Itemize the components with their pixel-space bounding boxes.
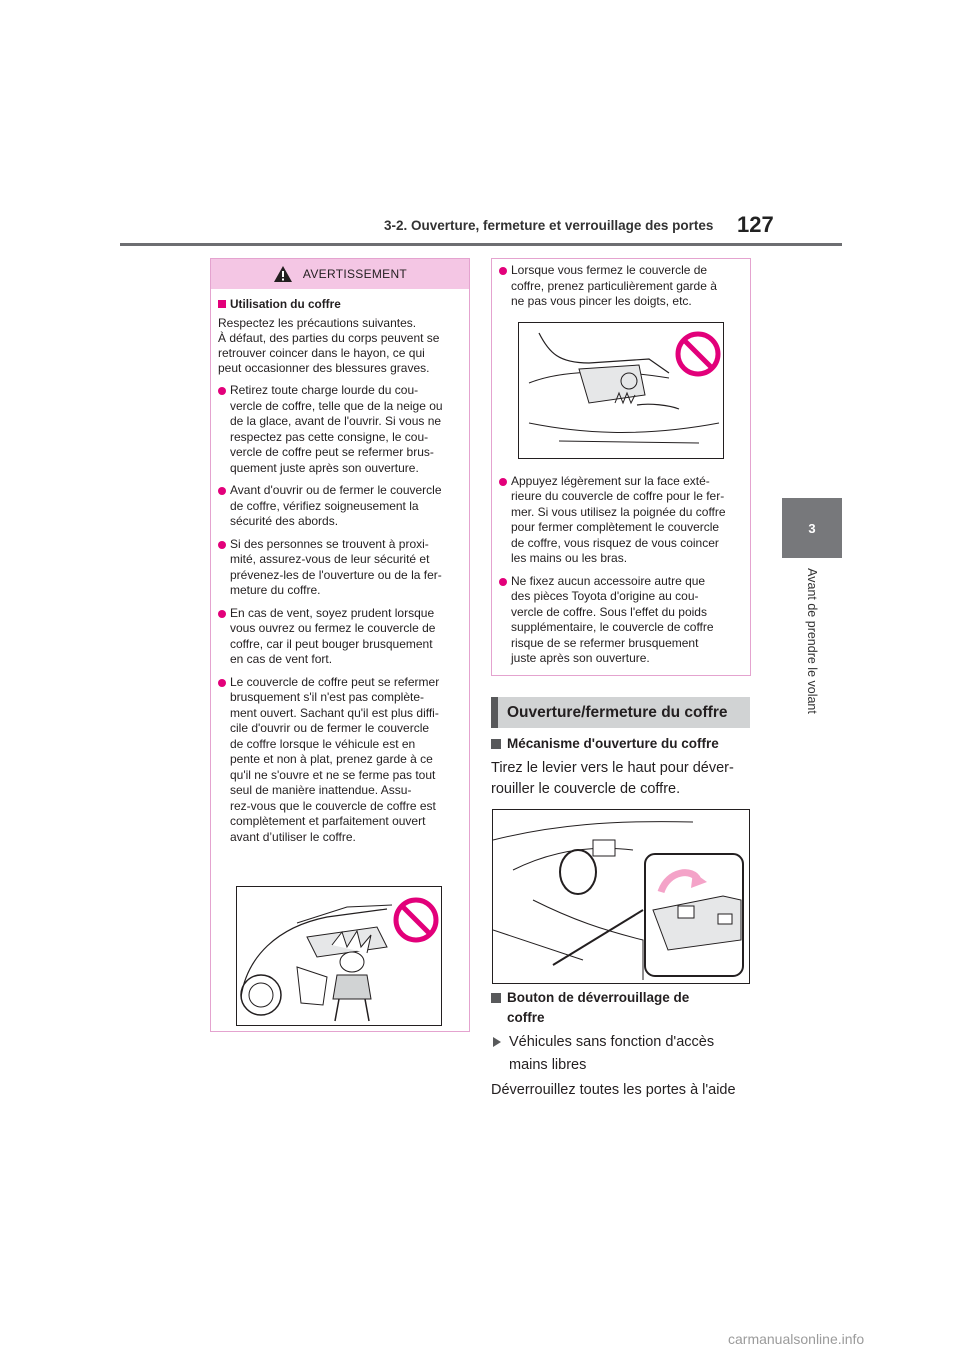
button-heading — [491, 988, 689, 1028]
button-heading-text: Bouton de déverrouillage de coffre — [507, 990, 690, 1025]
closing-text: Déverrouillez toutes les portes à l'aide — [491, 1082, 736, 1098]
warning-bullet-text: Avant d'ouvrir ou de fermer le couvercle de coffre, vérifiez soigneusement la sécurité des abords. — [230, 483, 442, 528]
warning-bullet — [218, 675, 461, 846]
dashboard-lever-drawing — [493, 810, 749, 983]
header-divider — [120, 243, 842, 246]
warning-bullet — [218, 537, 461, 599]
bullet-dot-icon — [218, 610, 226, 618]
arrow-list-item — [493, 1031, 714, 1077]
warning-bullet-text: Si des personnes se trouvent à proxi- mité, assurez-vous de leur sécurité et prévenez-les de l'ouverture ou de la fer- meture du coffre. — [230, 536, 442, 597]
bullet-dot-icon — [218, 679, 226, 687]
bullet-dot-icon — [499, 478, 507, 486]
chapter-number: 3 — [808, 520, 816, 536]
warning-bullet — [499, 263, 742, 310]
bullet-dot-icon — [218, 541, 226, 549]
warning-heading-text: Utilisation du coffre — [230, 297, 341, 311]
warning-box-continued — [491, 258, 751, 676]
prohibited-icon — [674, 330, 722, 378]
section-title: 3-2. Ouverture, fermeture et verrouillage des portes — [384, 218, 714, 233]
trunk-lever-illustration — [492, 809, 750, 984]
arrow-item-text: Véhicules sans fonction d'accès mains libres — [509, 1034, 715, 1073]
warning-bullet-text: Le couvercle de coffre peut se refermer brusquement s'il n'est pas complète- ment ouvert. Sachant qu'il est plus diffi- cile d'ouvrir ou de fermer le couvercle de coffre lorsque le véhicule est en pente et non à plat, prenez garde à ce qu'il ne s'ouvre et ne se ferme pas tout seul de manière inattendue. Assu- rez-vous que le couvercle de coffre est complètement et parfaitement ouvert avant d’utiliser le coffre. — [230, 674, 440, 844]
chapter-tab — [782, 498, 842, 558]
opening-heading — [491, 734, 719, 754]
warning-bullet — [499, 474, 742, 567]
section-heading: Ouverture/fermeture du coffre — [491, 697, 750, 728]
arrow-bullet-icon — [493, 1037, 501, 1047]
prohibited-icon — [392, 896, 440, 944]
warning-heading — [218, 297, 461, 312]
warning-bullet — [218, 383, 461, 476]
warning-bullet-text: Ne fixez aucun accessoire autre que des pièces Toyota d'origine au cou- vercle de coffre. Sous l'effet du poids supplémentaire, le couvercle de coffre risque de se refermer brusquement juste après son ouverture. — [511, 573, 714, 665]
warning-bullet-text: Appuyez légèrement sur la face exté- rieure du couvercle de coffre pour le fer- mer. Si vous utilisez la poignée du coffre pour fermer complètement le couvercle de coffre, vous risquez de vous coincer les mains ou les bras. — [511, 473, 726, 565]
warning-bullet-text: En cas de vent, soyez prudent lorsque vous ouvrez ou fermez le couvercle de coffre, car il peut bouger brusquement en cas de vent fort. — [230, 605, 436, 666]
bullet-dot-icon — [218, 387, 226, 395]
warning-bullet — [218, 483, 461, 530]
warning-bullet — [499, 574, 742, 667]
warning-bullet-text: Retirez toute charge lourde du cou- vercle de coffre, telle que de la neige ou de la glace, avant de l'ouvrir. Si vous ne respectez pas cette consigne, le cou- vercle de coffre peut se refermer brus- quement juste après son ouverture. — [230, 383, 443, 475]
opening-heading-text: Mécanisme d'ouverture du coffre — [507, 736, 719, 751]
square-bullet-icon — [218, 300, 226, 308]
warning-intro: Respectez les précautions suivantes. À défaut, des parties du corps peuvent se retrouver coincer dans le hayon, ce qui peut occasionner des blessures graves. — [218, 316, 440, 375]
warning-bullet-text: Lorsque vous fermez le couvercle de coffre, prenez particulièrement garde à ne pas vous pincer les doigts, etc. — [511, 263, 717, 308]
bullet-dot-icon — [499, 267, 507, 275]
square-bullet-icon — [491, 993, 501, 1003]
warning-title: AVERTISSEMENT — [302, 267, 408, 281]
bullet-dot-icon — [218, 487, 226, 495]
warning-bullet — [218, 606, 461, 668]
page-number: 127 — [737, 212, 774, 237]
watermark: carmanualsonline.info — [728, 1331, 865, 1347]
warning-triangle-icon — [273, 265, 293, 283]
square-bullet-icon — [491, 739, 501, 749]
opening-instructions: Tirez le levier vers le haut pour déver- rouiller le couvercle de coffre. — [491, 760, 734, 797]
chapter-label-text: Avant de prendre le volant — [805, 568, 819, 714]
bullet-dot-icon — [499, 578, 507, 586]
warning-header — [211, 259, 469, 289]
